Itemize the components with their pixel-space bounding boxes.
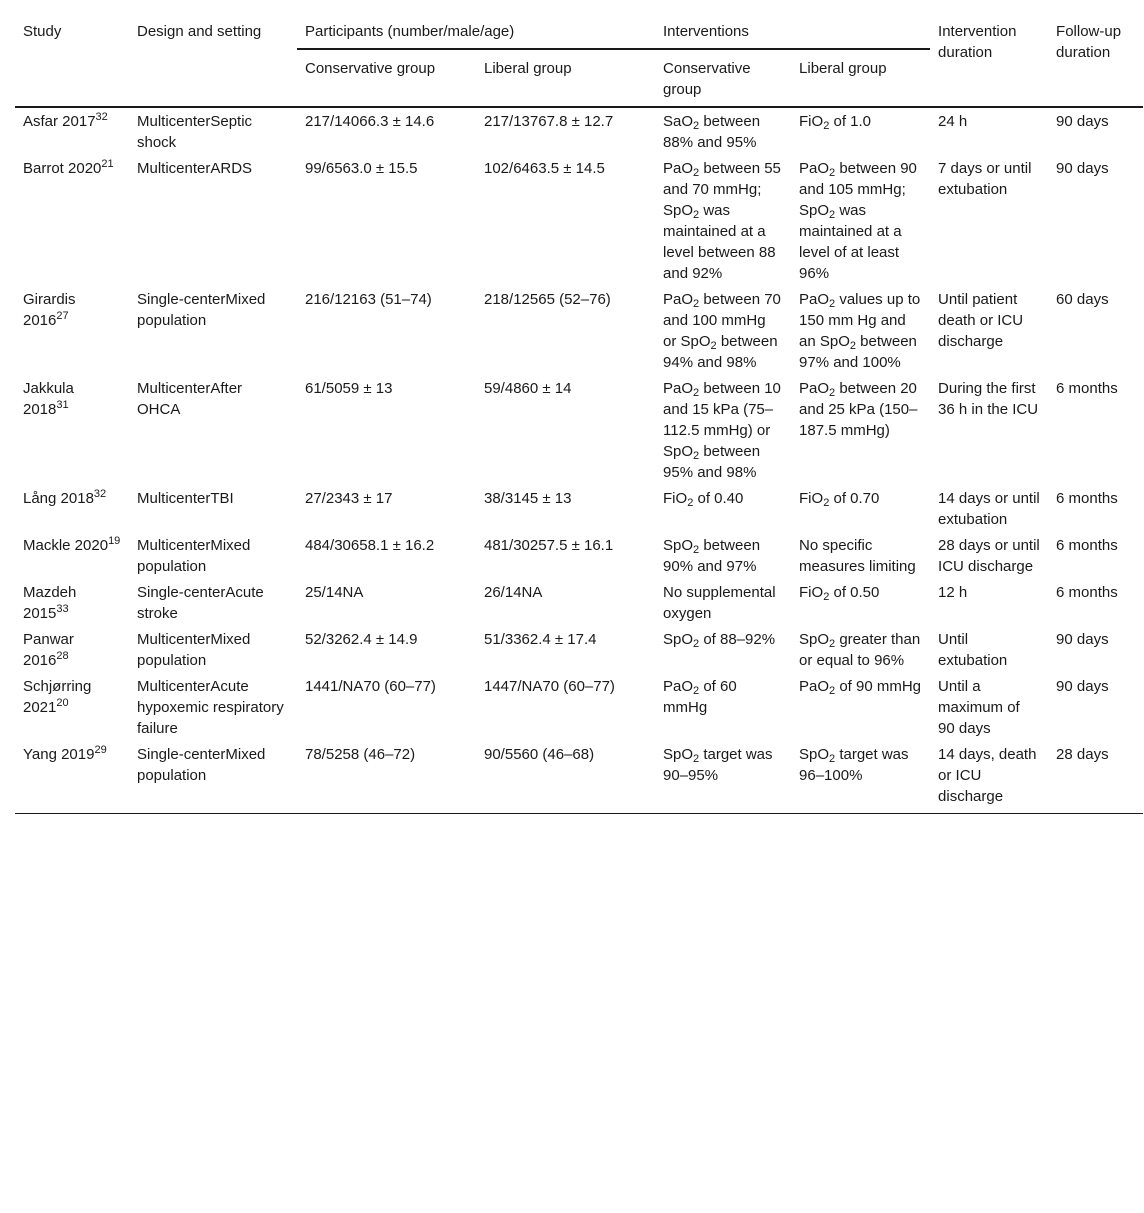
cell-intervention-liberal: PaO$_2$ between 90 and 105 mmHg; SpO$_2$ was maintained at a level of at least 96% bbox=[799, 160, 917, 282]
cell-participants-conservative: 61/5059 ± 13 bbox=[305, 380, 393, 397]
table-row bbox=[15, 742, 1143, 814]
cell-study bbox=[15, 742, 129, 814]
reference-number: 28 bbox=[56, 650, 69, 662]
cell-design: Single-centerAcute stroke bbox=[137, 584, 264, 622]
header-interventions: Interventions bbox=[655, 12, 930, 49]
header-study: Study bbox=[15, 12, 129, 107]
study-name: Asfar 2017 bbox=[23, 113, 96, 130]
cell-study bbox=[15, 486, 129, 533]
header-interventions-conservative: Conservative group bbox=[655, 49, 791, 107]
cell-intervention-conservative: No supplemental oxygen bbox=[663, 584, 776, 622]
cell-followup-duration: 90 days bbox=[1056, 678, 1109, 695]
cell-intervention-conservative: PaO$_2$ between 10 and 15 kPa (75–112.5 mmHg) or SpO$_2$ between 95% and 98% bbox=[663, 380, 781, 481]
cell-participants-liberal: 218/12565 (52–76) bbox=[484, 291, 611, 308]
cell-intervention-duration: 14 days, death or ICU discharge bbox=[930, 742, 1048, 814]
reference-number: 21 bbox=[101, 158, 114, 170]
header-participants-conservative: Conservative group bbox=[297, 49, 476, 107]
table-header bbox=[15, 12, 1143, 107]
table-row bbox=[15, 156, 1143, 287]
cell-participants-liberal: 90/5560 (46–68) bbox=[476, 742, 655, 814]
cell-participants-liberal: 481/30257.5 ± 16.1 bbox=[484, 537, 614, 554]
reference-number: 19 bbox=[108, 535, 121, 547]
cell-intervention-liberal: No specific measures limiting bbox=[799, 537, 916, 575]
cell-intervention-liberal: FiO$_2$ of 1.0 bbox=[799, 113, 872, 132]
cell-followup-duration: 90 days bbox=[1056, 160, 1109, 177]
reference-number: 29 bbox=[94, 744, 107, 756]
header-participants: Participants (number/male/age) bbox=[297, 12, 655, 49]
cell-intervention-duration: Until patient death or ICU discharge bbox=[938, 291, 1024, 350]
cell-intervention-duration: 28 days or until ICU discharge bbox=[938, 537, 1040, 575]
cell-design: MulticenterMixed population bbox=[137, 537, 251, 575]
study-name: Jakkula 2018 bbox=[23, 380, 74, 418]
cell-intervention-conservative: PaO$_2$ between 55 and 70 mmHg; SpO$_2$ was maintained at a level between 88 and 92% bbox=[663, 160, 781, 282]
cell-study bbox=[15, 627, 129, 674]
cell-design: MulticenterTBI bbox=[137, 490, 234, 507]
studies-table bbox=[15, 12, 1143, 814]
cell-followup-duration: 60 days bbox=[1056, 291, 1109, 308]
study-name: Girardis 2016 bbox=[23, 291, 76, 329]
cell-design: MulticenterSeptic shock bbox=[137, 113, 253, 151]
cell-participants-conservative: 217/14066.3 ± 14.6 bbox=[305, 113, 435, 130]
cell-intervention-conservative: PaO$_2$ between 70 and 100 mmHg or SpO$_2$ between 94% and 98% bbox=[663, 291, 781, 371]
reference-number: 27 bbox=[56, 310, 69, 322]
cell-participants-liberal: 1447/NA70 (60–77) bbox=[484, 678, 615, 695]
cell-study bbox=[15, 533, 129, 580]
cell-design: Single-centerMixed population bbox=[137, 291, 266, 329]
cell-participants-liberal: 102/6463.5 ± 14.5 bbox=[484, 160, 605, 177]
cell-participants-liberal: 217/13767.8 ± 12.7 bbox=[484, 113, 614, 130]
table-row bbox=[15, 533, 1143, 580]
cell-intervention-conservative: SpO$_2$ between 90% and 97% bbox=[663, 537, 761, 575]
cell-followup-duration: 90 days bbox=[1056, 631, 1109, 648]
header-design: Design and setting bbox=[129, 12, 297, 107]
table-row bbox=[15, 486, 1143, 533]
cell-participants-conservative: 216/12163 (51–74) bbox=[305, 291, 432, 308]
cell-study bbox=[15, 376, 129, 486]
cell-design: MulticenterAfter OHCA bbox=[137, 380, 243, 418]
cell-study bbox=[15, 287, 129, 376]
cell-intervention-conservative: SpO$_2$ of 88–92% bbox=[663, 631, 776, 650]
cell-intervention-liberal: FiO$_2$ of 0.50 bbox=[799, 584, 880, 603]
cell-intervention-liberal: FiO$_2$ of 0.70 bbox=[799, 490, 880, 509]
cell-followup-duration: 90 days bbox=[1056, 113, 1109, 130]
cell-followup-duration: 28 days bbox=[1048, 742, 1143, 814]
table-row bbox=[15, 627, 1143, 674]
cell-participants-conservative: 99/6563.0 ± 15.5 bbox=[305, 160, 418, 177]
cell-study bbox=[15, 674, 129, 742]
cell-participants-conservative: 27/2343 ± 17 bbox=[305, 490, 393, 507]
reference-number: 20 bbox=[56, 697, 69, 709]
header-interventions-liberal: Liberal group bbox=[791, 49, 930, 107]
cell-design: MulticenterMixed population bbox=[137, 631, 251, 669]
header-followup-duration: Follow-up duration bbox=[1048, 12, 1143, 107]
study-name: Panwar 2016 bbox=[23, 631, 74, 669]
cell-intervention-liberal: PaO$_2$ between 20 and 25 kPa (150–187.5 mmHg) bbox=[799, 380, 918, 439]
cell-design: MulticenterARDS bbox=[137, 160, 253, 177]
cell-intervention-duration: Until a maximum of 90 days bbox=[938, 678, 1020, 737]
cell-intervention-conservative: SpO$_2$ target was 90–95% bbox=[655, 742, 791, 814]
table-row bbox=[15, 580, 1143, 627]
cell-intervention-liberal: PaO$_2$ values up to 150 mm Hg and an SpO$_2$ between 97% and 100% bbox=[799, 291, 921, 371]
study-name: Mackle 2020 bbox=[23, 537, 109, 554]
cell-followup-duration: 6 months bbox=[1056, 380, 1118, 397]
reference-number: 32 bbox=[95, 111, 108, 123]
cell-participants-conservative: 484/30658.1 ± 16.2 bbox=[305, 537, 435, 554]
header-intervention-duration: Intervention duration bbox=[930, 12, 1048, 107]
cell-design: Single-centerMixed population bbox=[129, 742, 297, 814]
cell-participants-liberal: 59/4860 ± 14 bbox=[484, 380, 572, 397]
cell-intervention-conservative: SaO$_2$ between 88% and 95% bbox=[663, 113, 761, 151]
cell-intervention-conservative: PaO$_2$ of 60 mmHg bbox=[663, 678, 737, 716]
table-row bbox=[15, 376, 1143, 486]
study-name: Mazdeh 2015 bbox=[23, 584, 77, 622]
cell-intervention-liberal: SpO$_2$ greater than or equal to 96% bbox=[799, 631, 921, 669]
cell-intervention-duration: During the first 36 h in the ICU bbox=[938, 380, 1039, 418]
cell-followup-duration: 6 months bbox=[1056, 584, 1118, 601]
reference-number: 31 bbox=[56, 399, 69, 411]
cell-intervention-duration: 7 days or until extubation bbox=[938, 160, 1032, 198]
cell-followup-duration: 6 months bbox=[1056, 537, 1118, 554]
study-name: Schjørring 2021 bbox=[23, 678, 92, 716]
table-body bbox=[15, 107, 1143, 814]
cell-intervention-duration: Until extubation bbox=[938, 631, 1008, 669]
cell-intervention-duration: 14 days or until extubation bbox=[938, 490, 1040, 528]
table-row bbox=[15, 107, 1143, 156]
reference-number: 33 bbox=[56, 603, 69, 615]
cell-study bbox=[15, 107, 129, 156]
header-participants-liberal: Liberal group bbox=[476, 49, 655, 107]
cell-participants-conservative: 52/3262.4 ± 14.9 bbox=[305, 631, 418, 648]
cell-followup-duration: 6 months bbox=[1056, 490, 1118, 507]
cell-intervention-duration: 12 h bbox=[938, 584, 968, 601]
study-name: Barrot 2020 bbox=[23, 160, 102, 177]
cell-intervention-conservative: FiO$_2$ of 0.40 bbox=[663, 490, 744, 509]
cell-study bbox=[15, 156, 129, 287]
cell-intervention-liberal: SpO$_2$ target was 96–100% bbox=[791, 742, 930, 814]
study-name: Lång 2018 bbox=[23, 490, 94, 507]
study-name: Yang 2019 bbox=[23, 746, 95, 763]
cell-participants-conservative: 78/5258 (46–72) bbox=[297, 742, 476, 814]
cell-intervention-duration: 24 h bbox=[938, 113, 968, 130]
cell-participants-conservative: 1441/NA70 (60–77) bbox=[305, 678, 436, 695]
table-row bbox=[15, 287, 1143, 376]
table-row bbox=[15, 674, 1143, 742]
cell-participants-conservative: 25/14NA bbox=[305, 584, 364, 601]
cell-participants-liberal: 26/14NA bbox=[484, 584, 543, 601]
cell-intervention-liberal: PaO$_2$ of 90 mmHg bbox=[799, 678, 922, 697]
cell-study bbox=[15, 580, 129, 627]
cell-design: MulticenterAcute hypoxemic respiratory failure bbox=[137, 678, 284, 737]
cell-participants-liberal: 51/3362.4 ± 17.4 bbox=[484, 631, 597, 648]
cell-participants-liberal: 38/3145 ± 13 bbox=[484, 490, 572, 507]
reference-number: 32 bbox=[93, 488, 107, 500]
